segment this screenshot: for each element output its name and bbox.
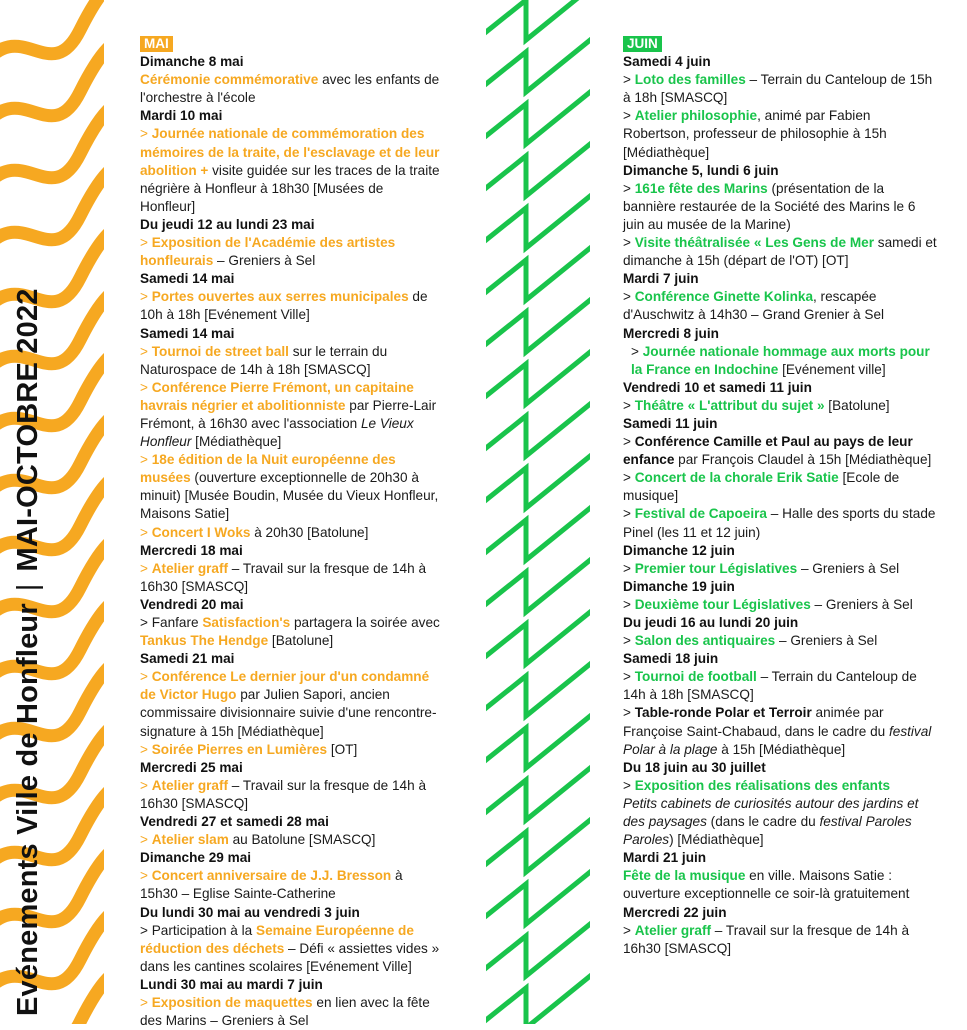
event-entry bbox=[623, 795, 939, 849]
arrow-icon: > bbox=[140, 741, 148, 757]
event-details: ) [Médiathèque] bbox=[669, 832, 764, 848]
event-entry bbox=[623, 288, 939, 324]
event-date: Samedi 11 juin bbox=[623, 415, 718, 431]
green-zigzag-stripe bbox=[486, 396, 590, 456]
juin-column bbox=[623, 35, 939, 958]
green-zigzag-stripe bbox=[486, 552, 590, 612]
event-details: – Défi « assiettes vides » dans les cantines scolaires [Evénement Ville] bbox=[140, 940, 440, 974]
event-details: (dans le cadre du bbox=[706, 814, 820, 830]
event-title: Concert de la chorale Erik Satie bbox=[634, 470, 839, 486]
event-entry bbox=[140, 71, 442, 107]
event-details: [Médiathèque] bbox=[191, 434, 282, 450]
arrow-icon: > bbox=[623, 777, 631, 793]
event-date: Mercredi 22 juin bbox=[623, 904, 727, 920]
event-title: Portes ouvertes aux serres municipales bbox=[151, 289, 409, 305]
event-entry bbox=[623, 234, 939, 270]
event-details: par François Claudel à 15h [Médiathèque] bbox=[674, 452, 932, 468]
green-zigzag-stripe bbox=[486, 344, 590, 404]
event-details: – Terrain du Canteloup de 15h à 18h [SMASCQ] bbox=[623, 72, 933, 106]
event-details: – Travail sur la fresque de 14h à 16h30 [SMASCQ] bbox=[140, 777, 427, 811]
green-zigzag-stripe bbox=[486, 188, 590, 248]
arrow-icon: > bbox=[140, 379, 148, 395]
event-date: Dimanche 8 mai bbox=[140, 54, 244, 70]
event-title: Concert anniversaire de J.J. Bresson bbox=[151, 868, 392, 884]
event-entry bbox=[623, 596, 939, 614]
event-title: Festival de Capoeira bbox=[634, 506, 767, 522]
event-entry bbox=[140, 668, 442, 740]
event-entry bbox=[140, 379, 442, 451]
green-zigzag-stripe bbox=[486, 32, 590, 92]
event-entry bbox=[623, 343, 939, 379]
event-date: Samedi 4 juin bbox=[623, 54, 711, 70]
event-title: Conférence Le dernier jour d'un condamné de Victor Hugo bbox=[140, 669, 430, 703]
event-date: Vendredi 10 et samedi 11 juin bbox=[623, 379, 812, 395]
event-details: – Greniers à Sel bbox=[810, 596, 913, 612]
event-entry bbox=[623, 397, 939, 415]
event-date: Dimanche 12 juin bbox=[623, 542, 735, 558]
event-title: Concert I Woks bbox=[151, 524, 251, 540]
event-date: Mardi 21 juin bbox=[623, 850, 707, 866]
arrow-icon: > bbox=[140, 922, 148, 938]
event-details: samedi et dimanche à 15h (départ de l'OT) [OT] bbox=[623, 235, 937, 269]
green-zigzag-stripe bbox=[486, 84, 590, 144]
arrow-icon: > bbox=[140, 560, 148, 576]
arrow-icon: > bbox=[623, 108, 631, 124]
green-zigzag-stripe bbox=[486, 916, 590, 976]
arrow-icon: > bbox=[631, 343, 639, 359]
green-zigzag-pattern bbox=[486, 0, 590, 1024]
event-entry bbox=[623, 469, 939, 505]
green-zigzag-stripe bbox=[486, 0, 590, 40]
event-details: (présentation de la bannière restaurée de la Société des Marins le 6 juin au musée de la Marine) bbox=[623, 180, 916, 232]
arrow-icon: > bbox=[140, 126, 148, 142]
event-date: Samedi 14 mai bbox=[140, 325, 235, 341]
event-details: sur le terrain du Naturospace de 14h à 18h [SMASCQ] bbox=[140, 343, 388, 377]
event-entry bbox=[623, 922, 939, 958]
green-zigzag-stripe bbox=[486, 864, 590, 924]
green-zigzag-stripe bbox=[486, 708, 590, 768]
event-entry bbox=[140, 288, 442, 324]
event-entry bbox=[140, 451, 442, 523]
event-title: Loto des familles bbox=[634, 72, 746, 88]
event-details: partagera la soirée avec bbox=[290, 615, 440, 630]
event-entry bbox=[623, 777, 939, 795]
event-details: [Batolune] bbox=[268, 633, 334, 649]
arrow-icon: > bbox=[140, 289, 148, 305]
event-date: Du lundi 30 mai au vendredi 3 juin bbox=[140, 904, 360, 920]
arrow-icon: > bbox=[623, 289, 631, 305]
event-entry bbox=[140, 741, 442, 759]
event-details: Fanfare bbox=[147, 615, 203, 630]
event-date: Dimanche 5, lundi 6 juin bbox=[623, 162, 779, 178]
green-zigzag-stripe bbox=[486, 292, 590, 352]
arrow-icon: > bbox=[623, 506, 631, 522]
event-details: Participation à la bbox=[147, 922, 257, 938]
event-title: Tournoi de football bbox=[634, 669, 757, 685]
event-date: Vendredi 27 et samedi 28 mai bbox=[140, 814, 329, 830]
event-entry bbox=[140, 343, 442, 379]
arrow-icon: > bbox=[140, 777, 148, 793]
vertical-side-title bbox=[10, 16, 46, 1016]
event-details: – Halle des sports du stade Pinel (les 11 et 12 juin) bbox=[623, 506, 936, 540]
arrow-icon: > bbox=[623, 235, 631, 251]
green-zigzag-stripe bbox=[486, 812, 590, 872]
event-title: Salon des antiquaires bbox=[634, 633, 776, 649]
event-details: – Greniers à Sel bbox=[797, 560, 900, 576]
arrow-icon: > bbox=[623, 180, 631, 196]
event-date: Mercredi 25 mai bbox=[140, 759, 243, 775]
event-title: Tankus The Hendge bbox=[140, 633, 269, 649]
event-details: en ville. Maisons Satie : ouverture exceptionnelle ce soir-là gratuitement bbox=[623, 868, 910, 902]
event-date: Dimanche 19 juin bbox=[623, 578, 735, 594]
event-title: Atelier philosophie bbox=[634, 108, 758, 124]
arrow-icon: > bbox=[623, 397, 631, 413]
arrow-icon: > bbox=[140, 524, 148, 540]
event-details-italic: festival Polar à la plage bbox=[623, 723, 932, 757]
event-entry bbox=[623, 632, 939, 650]
event-date: Samedi 14 mai bbox=[140, 271, 235, 287]
event-title: Atelier graff bbox=[151, 560, 229, 576]
side-title-main: Evénements Ville de Honfleur bbox=[12, 603, 44, 1016]
event-entry bbox=[623, 71, 939, 107]
event-date: Samedi 21 mai bbox=[140, 651, 235, 667]
arrow-icon: > bbox=[140, 669, 148, 685]
event-date: Du jeudi 16 au lundi 20 juin bbox=[623, 615, 799, 630]
event-entry bbox=[140, 777, 442, 813]
arrow-icon: > bbox=[140, 343, 148, 359]
event-date: Vendredi 20 mai bbox=[140, 596, 244, 612]
mai-column bbox=[140, 35, 442, 1030]
arrow-icon: > bbox=[140, 868, 148, 884]
event-date: Mardi 7 juin bbox=[623, 271, 699, 287]
arrow-icon: > bbox=[623, 669, 631, 685]
arrow-icon: > bbox=[623, 705, 631, 721]
event-entry bbox=[140, 125, 442, 215]
event-details: visite guidée sur les traces de la traite négrière à Honfleur à 18h30 [Musées de Honfleur] bbox=[140, 162, 440, 214]
event-title: 18e édition de la Nuit européenne des musées bbox=[140, 452, 396, 486]
event-details: à 15h30 – Eglise Sainte-Catherine bbox=[140, 868, 403, 902]
event-entry bbox=[623, 180, 939, 234]
event-title: Cérémonie commémorative bbox=[140, 72, 319, 88]
green-zigzag-stripe bbox=[486, 656, 590, 716]
green-zigzag-stripe bbox=[486, 136, 590, 196]
event-date: Du 18 juin au 30 juillet bbox=[623, 759, 766, 775]
event-title: Journée nationale hommage aux morts pour la France en Indochine bbox=[631, 343, 930, 377]
event-entry bbox=[623, 704, 939, 758]
event-details: de 10h à 18h [Evénement Ville] bbox=[140, 289, 428, 323]
event-title: Deuxième tour Législatives bbox=[634, 596, 811, 612]
green-zigzag-stripe bbox=[486, 760, 590, 820]
event-entry bbox=[140, 867, 442, 903]
event-details-italic: festival Paroles Paroles bbox=[623, 814, 912, 848]
event-details: [Batolune] bbox=[824, 397, 890, 413]
side-title-separator: | bbox=[12, 583, 44, 592]
event-title: Exposition de maquettes bbox=[151, 994, 313, 1010]
event-entry bbox=[623, 433, 939, 469]
event-title: Table-ronde Polar et Terroir bbox=[634, 705, 812, 721]
arrow-icon: > bbox=[140, 235, 148, 251]
event-details: par Julien Sapori, ancien commissaire divisionnaire suivie d'une rencontre-signature à 15h [Médiathèque] bbox=[140, 687, 437, 739]
event-details-italic: Le Vieux Honfleur bbox=[140, 415, 414, 450]
event-details: animée par Françoise Saint-Chabaud, dans le cadre du bbox=[623, 705, 889, 739]
event-title: Satisfaction's bbox=[202, 615, 291, 630]
event-title: Atelier slam bbox=[151, 832, 229, 848]
event-title: Conférence Camille et Paul au pays de leur enfance bbox=[623, 434, 913, 468]
event-entry bbox=[623, 560, 939, 578]
event-details: au Batolune [SMASCQ] bbox=[228, 832, 376, 848]
event-details: [OT] bbox=[327, 741, 358, 757]
event-date: Lundi 30 mai au mardi 7 juin bbox=[140, 976, 323, 992]
event-title: Soirée Pierres en Lumières bbox=[151, 741, 328, 757]
event-details: à 20h30 [Batolune] bbox=[250, 524, 369, 540]
event-details: (ouverture exceptionnelle de 20h30 à minuit) [Musée Boudin, Musée du Vieux Honfleur, Maisons Satie] bbox=[140, 470, 439, 522]
event-title: Semaine Européenne de réduction des déchets bbox=[140, 922, 414, 956]
event-title: Fête de la musique bbox=[623, 868, 746, 884]
event-details: – Terrain du Canteloup de 14h à 18h [SMASCQ] bbox=[623, 669, 917, 703]
arrow-icon: > bbox=[140, 452, 148, 468]
event-entry bbox=[623, 867, 939, 903]
arrow-icon: > bbox=[140, 615, 148, 630]
event-details: , animé par Fabien Robertson, professeur de philosophie à 15h [Médiathèque] bbox=[623, 108, 887, 160]
side-title-period: MAI-OCTOBRE 2022 bbox=[12, 288, 44, 572]
event-date: Samedi 18 juin bbox=[623, 651, 719, 667]
event-details: , rescapée d'Auschwitz à 14h30 – Grand Grenier à Sel bbox=[623, 289, 885, 323]
event-entry bbox=[623, 505, 939, 541]
event-title: Théâtre « L'attribut du sujet » bbox=[634, 397, 825, 413]
arrow-icon: > bbox=[623, 596, 631, 612]
event-date: Mercredi 18 mai bbox=[140, 542, 243, 558]
event-entry bbox=[623, 668, 939, 704]
event-details: en lien avec la fête des Marins – Greniers à Sel bbox=[140, 994, 430, 1029]
event-date: Mardi 10 mai bbox=[140, 108, 223, 124]
event-details: à 15h [Médiathèque] bbox=[717, 741, 846, 757]
event-details: avec les enfants de l'orchestre à l'école bbox=[140, 72, 440, 106]
arrow-icon: > bbox=[623, 633, 631, 649]
event-title: Tournoi de street ball bbox=[151, 343, 289, 359]
event-title: Visite théâtralisée « Les Gens de Mer bbox=[634, 235, 874, 251]
event-date: Du jeudi 12 au lundi 23 mai bbox=[140, 216, 315, 232]
arrow-icon: > bbox=[140, 994, 148, 1010]
event-entry bbox=[140, 614, 442, 650]
event-details: – Travail sur la fresque de 14h à 16h30 [SMASCQ] bbox=[623, 922, 910, 956]
event-details: – Greniers à Sel bbox=[213, 253, 316, 269]
event-title: Conférence Ginette Kolinka bbox=[634, 289, 813, 305]
green-zigzag-stripe bbox=[486, 604, 590, 664]
event-title: Exposition de l'Académie des artistes honfleurais bbox=[140, 235, 396, 269]
event-details-italic: Petits cabinets de curiosités autour des jardins et des paysages bbox=[623, 795, 919, 830]
green-zigzag-stripe bbox=[486, 968, 590, 1024]
event-entry bbox=[140, 234, 442, 270]
event-details: par Pierre-Lair Frémont, à 16h30 avec l'association bbox=[140, 397, 437, 431]
event-title: Premier tour Législatives bbox=[634, 560, 798, 576]
green-zigzag-stripe bbox=[486, 500, 590, 560]
event-title: Atelier graff bbox=[634, 922, 712, 938]
event-date: Dimanche 29 mai bbox=[140, 850, 252, 866]
event-details: [Evénement ville] bbox=[778, 361, 886, 377]
arrow-icon: > bbox=[623, 470, 631, 486]
event-title: Conférence Pierre Frémont, un capitaine havrais négrier et abolitionniste bbox=[140, 379, 414, 413]
event-title: Exposition des réalisations des enfants bbox=[634, 777, 891, 793]
event-entry bbox=[140, 560, 442, 596]
event-entry bbox=[140, 994, 442, 1030]
event-title: 161e fête des Marins bbox=[634, 180, 768, 196]
event-title: Atelier graff bbox=[151, 777, 229, 793]
event-entry bbox=[140, 831, 442, 849]
green-zigzag-stripe bbox=[486, 240, 590, 300]
arrow-icon: > bbox=[623, 72, 631, 88]
event-entry bbox=[140, 524, 442, 542]
event-entry bbox=[623, 107, 939, 161]
event-date: Mercredi 8 juin bbox=[623, 325, 719, 341]
arrow-icon: > bbox=[623, 434, 631, 450]
month-badge-juin: JUIN bbox=[623, 36, 662, 52]
event-details: – Greniers à Sel bbox=[775, 633, 878, 649]
green-zigzag-stripe bbox=[486, 448, 590, 508]
arrow-icon: > bbox=[623, 560, 631, 576]
arrow-icon: > bbox=[623, 922, 631, 938]
event-details: – Travail sur la fresque de 14h à 16h30 [SMASCQ] bbox=[140, 560, 427, 594]
month-badge-mai: MAI bbox=[140, 36, 173, 52]
event-entry bbox=[140, 922, 442, 976]
green-zigzag-band bbox=[486, 0, 590, 1024]
event-details: [Ecole de musique] bbox=[623, 470, 900, 504]
arrow-icon: > bbox=[140, 832, 148, 848]
event-title: Journée nationale de commémoration des mémoires de la traite, de l'esclavage et de leur abolition + bbox=[140, 126, 440, 178]
